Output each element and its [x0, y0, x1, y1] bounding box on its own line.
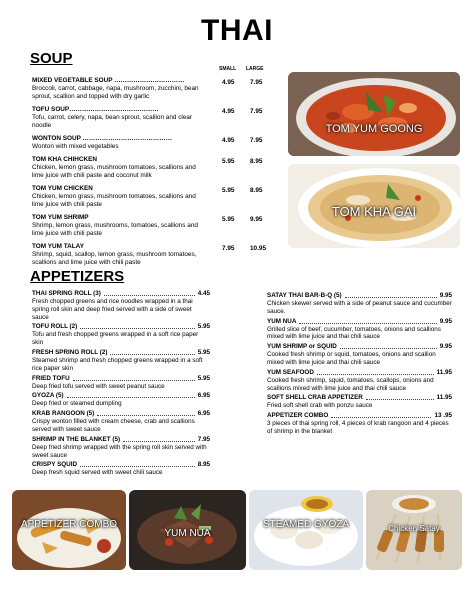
- soup-item: [32, 135, 272, 151]
- soup-desc: Tofu, carrot, celery, napa, bean sprout, scallion and clear noodle: [32, 114, 193, 129]
- appetizer-name: FRIED TOFU: [32, 374, 70, 382]
- leader-dots: [67, 392, 195, 398]
- soup-price-small: 5.95: [222, 158, 235, 165]
- appetizer-desc: Cooked fresh shrimp, squid, tomatoes, scallops, onions and scallions mixed with lime juice and thai chili sauce: [267, 376, 434, 392]
- appetizer-price: 5.95: [197, 323, 210, 331]
- appetizer-combo-photo: [12, 490, 126, 570]
- soup-name: TOM YUM SHRIMP: [32, 214, 89, 221]
- appetizer-name: YUM NUA: [267, 317, 297, 325]
- appetizer-desc: Deep fresh squid served with sweet chili sauce: [32, 469, 163, 477]
- leader-dots: [110, 349, 194, 355]
- leader-dots: [340, 343, 437, 349]
- appetizers-heading: APPETIZERS: [30, 268, 125, 285]
- soup-price-large: 8.95: [250, 187, 263, 194]
- appetizer-price: 7.95: [197, 435, 210, 443]
- leader-dots: [97, 410, 194, 416]
- soup-desc: Shrimp, squid, scallop, lemon grass, mushroom tomatoes, scallions and lime juice with chili paste: [32, 251, 197, 266]
- appetizer-desc: 3 pieces of thai spring roll, 4 pieces of krab rangoon and 4 pieces of shrimp in the blanket: [267, 420, 449, 435]
- soup-list: [32, 77, 272, 272]
- leader-dots: [73, 375, 195, 381]
- appetizer-name: THAI SPRING ROLL (3): [32, 290, 101, 297]
- appetizer-item: [32, 410, 210, 434]
- appetizer-price: 9.95: [439, 317, 452, 325]
- appetizers-left-column: [32, 290, 210, 479]
- appetizer-item: [32, 349, 210, 373]
- soup-item: [32, 106, 272, 130]
- appetizer-item: [267, 292, 452, 316]
- soup-desc: Wonton with mixed vegetables: [32, 143, 119, 150]
- soup-price-small: 5.95: [222, 187, 235, 194]
- appetizer-name: SATAY THAI BAR-B-Q (5): [267, 292, 342, 299]
- leader-dots: [317, 369, 434, 375]
- menu-title: THAI: [201, 14, 273, 47]
- appetizer-desc: Grilled slice of beef, cucumber, tomatoes, onions and scallions mixed with lime juice and thai chili sauce: [267, 325, 441, 341]
- appetizer-desc: Deep fried or steamed dumpling: [32, 400, 122, 408]
- soup-heading: SOUP: [30, 50, 73, 67]
- appetizer-price: 9.95: [439, 292, 452, 299]
- appetizer-item: [267, 369, 452, 393]
- appetizer-price: 11.95: [436, 368, 452, 376]
- appetizer-price: 9.95: [439, 343, 452, 351]
- appetizer-item: [32, 436, 210, 460]
- appetizer-name: APPETIZER COMBO: [267, 412, 329, 420]
- appetizer-price: 5.95: [197, 348, 210, 356]
- soup-desc: Chicken, lemon grass, mushroom tomatoes, scallions and lime juice with chili paste: [32, 193, 196, 208]
- leader-dots: [80, 461, 195, 467]
- steamed-gyoza-photo: [249, 490, 363, 570]
- appetizer-item: [267, 412, 452, 436]
- soup-desc: Broccoli, carrot, cabbage, napa, mushroom, zucchini, bean sprout, scallion and topped with dry garlic: [32, 85, 199, 100]
- chicken-satay-photo: [366, 490, 462, 570]
- soup-item: [32, 156, 272, 180]
- appetizer-price: 11.95: [436, 394, 452, 402]
- appetizer-name: YUM SEAFOOD: [267, 368, 314, 376]
- appetizer-desc: Chicken skewer served with a side of peanut sauce and cucumber sauce.: [267, 300, 452, 315]
- bottom-photo-strip: [12, 490, 462, 570]
- soup-price-small: 4.95: [222, 137, 235, 144]
- soup-price-large: 7.95: [250, 79, 263, 86]
- soup-name: TOM KHA CHIHCKEN: [32, 156, 97, 163]
- appetizer-item: [32, 375, 210, 391]
- appetizer-desc: Fried soft shell crab with ponzu sauce: [267, 402, 373, 410]
- soup-price-large: 7.95: [250, 137, 263, 144]
- appetizer-name: YUM SHRIMP or SQUID: [267, 343, 337, 351]
- appetizer-name: SHRIMP IN THE BLANKET (5): [32, 435, 121, 443]
- soup-name: TOM YUM CHICKEN: [32, 185, 93, 192]
- appetizer-combo-image: [12, 490, 126, 570]
- appetizers-right-column: [267, 292, 452, 438]
- soup-desc: Chicken, lemon grass, mushroom tomatoes, scallions and lime juice with chili paste and coconut milk: [32, 164, 196, 179]
- appetizer-price: 5.95: [197, 374, 210, 382]
- soup-item: [32, 243, 272, 267]
- steamed-gyoza-caption: STEAMED GYOZA: [262, 519, 350, 530]
- tom-kha-gai-photo: [288, 164, 460, 248]
- yum-nua-caption: YUM NUA: [164, 528, 211, 539]
- leader-dots: [123, 436, 195, 442]
- appetizer-desc: Cooked fresh shrimp or squid, tomatoes, onions and scallion mixed with lime juice and thai chili sauce: [267, 351, 436, 366]
- soup-price-large: 9.95: [250, 216, 263, 223]
- chicken-satay-caption: Chicken Satay: [388, 524, 440, 533]
- soup-price-small: 4.95: [222, 108, 235, 115]
- appetizer-desc: Deep fried shrimp wrapped with the spring roll skin served with sweet sauce: [32, 443, 207, 459]
- appetizer-item: [267, 343, 452, 367]
- soup-name: TOFU SOUP……………………………………: [32, 106, 159, 113]
- soup-price-small: 5.95: [222, 216, 235, 223]
- appetizer-price: 6.95: [197, 410, 210, 418]
- soup-name: TOM YUM TALAY: [32, 243, 84, 250]
- appetizer-name: CRISPY SQUID: [32, 461, 78, 469]
- appetizer-desc: Deep fried tofu served with sweet peanut sauce: [32, 382, 165, 390]
- appetizer-name: FRESH SPRING ROLL (2): [32, 348, 108, 356]
- appetizer-price: 13 .95: [434, 412, 452, 420]
- leader-dots: [104, 290, 195, 296]
- leader-dots: [299, 318, 436, 324]
- soup-price-large: 10.95: [250, 245, 266, 252]
- soup-price-large: 7.95: [250, 108, 263, 115]
- soup-price-large: 8.95: [250, 158, 263, 165]
- soup-name: WONTON SOUP ……………………………………: [32, 135, 173, 142]
- size-large-label: LARGE: [246, 66, 264, 72]
- size-small-label: SMALL: [219, 66, 237, 72]
- leader-dots: [80, 323, 194, 329]
- soup-item: [32, 185, 272, 209]
- appetizer-desc: Fresh chopped greens and rice noodles wrapped in a thai spring roll skin and deep fried served with a side of sweet sauce: [32, 298, 193, 321]
- appetizer-name: KRAB RANGOON (5): [32, 410, 95, 418]
- leader-dots: [345, 292, 437, 298]
- appetizer-price: 8.95: [197, 461, 210, 469]
- appetizer-price: 4.45: [197, 290, 210, 297]
- appetizer-item: [267, 394, 452, 410]
- soup-price-small: 7.95: [222, 245, 235, 252]
- appetizer-item: [32, 290, 210, 321]
- tom-yum-goong-image: [288, 72, 460, 156]
- appetizer-desc: Crispy wonton filled with cream cheese, crab and scallions served with sweet sauce: [32, 418, 195, 433]
- appetizer-item: [32, 323, 210, 347]
- soup-name: MIXED VEGETABLE SOUP ……………………………: [32, 77, 185, 84]
- soup-price-small: 4.95: [222, 79, 235, 86]
- soup-item: [32, 77, 272, 101]
- yum-nua-photo: [129, 490, 246, 570]
- appetizer-desc: Steamed shrimp and fresh chopped greens wrapped in a soft rice paper skin: [32, 356, 203, 372]
- tom-kha-gai-caption: TOM KHA GAI: [331, 204, 417, 219]
- appetizer-item: [267, 318, 452, 342]
- steamed-gyoza-image: [249, 490, 363, 570]
- tom-yum-goong-photo: [288, 72, 460, 156]
- appetizer-desc: Tofu and fresh chopped greens wrapped in a soft rice paper skin: [32, 331, 199, 347]
- leader-dots: [331, 412, 431, 418]
- leader-dots: [366, 394, 434, 400]
- appetizer-combo-caption: APPETIZER COMBO: [20, 519, 118, 530]
- appetizer-name: SOFT SHELL CRAB APPETIZER: [267, 394, 363, 402]
- appetizer-price: 6.95: [197, 392, 210, 400]
- soup-desc: Shrimp, lemon grass, mushrooms, tomatoes, scallions and lime juice with chili paste: [32, 222, 198, 237]
- appetizer-name: GYOZA (5): [32, 392, 64, 400]
- tom-yum-goong-caption: TOM YUM GOONG: [325, 123, 423, 135]
- appetizer-item: [32, 392, 210, 408]
- soup-item: [32, 214, 272, 238]
- appetizer-name: TOFU ROLL (2): [32, 323, 78, 331]
- appetizer-item: [32, 461, 210, 477]
